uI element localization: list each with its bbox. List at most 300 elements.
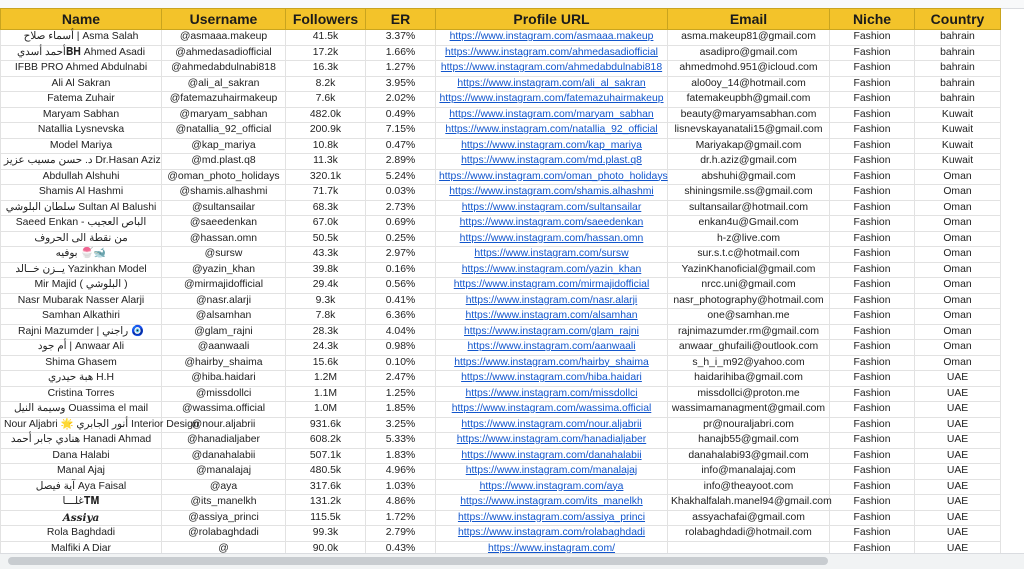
cell-username[interactable]: @hassan.omn <box>162 231 286 247</box>
cell-followers[interactable]: 99.3k <box>286 526 366 542</box>
cell-email[interactable]: missdollci@proton.me <box>668 386 830 402</box>
cell-er[interactable]: 0.49% <box>366 107 436 123</box>
cell-er[interactable]: 0.16% <box>366 262 436 278</box>
cell-followers[interactable]: 7.8k <box>286 309 366 325</box>
cell-er[interactable]: 1.85% <box>366 402 436 418</box>
cell-er[interactable]: 2.47% <box>366 371 436 387</box>
cell-email[interactable]: nasr_photography@hotmail.com <box>668 293 830 309</box>
cell-er[interactable]: 0.69% <box>366 216 436 232</box>
cell-name[interactable]: Nour Aljabri 🌟 أنور الجابري Interior Design <box>1 417 162 433</box>
cell-niche[interactable]: Fashion <box>830 231 915 247</box>
table-row <box>1 309 1001 325</box>
cell-er[interactable]: 5.24% <box>366 169 436 185</box>
cell-er[interactable]: 0.47% <box>366 138 436 154</box>
cell-er[interactable]: 6.36% <box>366 309 436 325</box>
cell-followers[interactable]: 320.1k <box>286 169 366 185</box>
table-row <box>1 231 1001 247</box>
cell-niche[interactable]: Fashion <box>830 200 915 216</box>
cell-followers[interactable]: 1.2M <box>286 371 366 387</box>
cell-profile-url[interactable]: https://www.instagram.com/manalajaj <box>436 464 668 480</box>
cell-country[interactable]: bahrain <box>915 30 1001 46</box>
table-body <box>1 30 1001 557</box>
cell-niche[interactable]: Fashion <box>830 309 915 325</box>
table-row <box>1 200 1001 216</box>
cell-country[interactable]: UAE <box>915 479 1001 495</box>
cell-username[interactable]: @nour.aljabrii <box>162 417 286 433</box>
cell-followers[interactable]: 11.3k <box>286 154 366 170</box>
cell-name[interactable]: سلطان البلوشي Sultan Al Balushi <box>1 200 162 216</box>
cell-profile-url[interactable]: https://www.instagram.com/missdollci <box>436 386 668 402</box>
cell-niche[interactable]: Fashion <box>830 433 915 449</box>
cell-niche[interactable]: Fashion <box>830 324 915 340</box>
cell-name[interactable]: Abdullah Alshuhi <box>1 169 162 185</box>
header-country[interactable]: Country <box>915 9 1001 30</box>
cell-niche[interactable]: Fashion <box>830 402 915 418</box>
cell-er[interactable]: 1.25% <box>366 386 436 402</box>
cell-country[interactable]: Oman <box>915 355 1001 371</box>
horizontal-scrollbar[interactable] <box>0 553 1024 569</box>
cell-country[interactable]: Kuwait <box>915 123 1001 139</box>
cell-niche[interactable]: Fashion <box>830 340 915 356</box>
cell-username[interactable]: @aanwaali <box>162 340 286 356</box>
cell-username[interactable]: @hanadialjaber <box>162 433 286 449</box>
cell-username[interactable]: @shamis.alhashmi <box>162 185 286 201</box>
cell-er[interactable]: 3.95% <box>366 76 436 92</box>
cell-followers[interactable]: 1.0M <box>286 402 366 418</box>
cell-country[interactable]: UAE <box>915 371 1001 387</box>
cell-er[interactable]: 3.37% <box>366 30 436 46</box>
cell-profile-url[interactable]: https://www.instagram.com/md.plast.q8 <box>436 154 668 170</box>
cell-followers[interactable]: 68.3k <box>286 200 366 216</box>
cell-profile-url[interactable]: https://www.instagram.com/maryam_sabhan <box>436 107 668 123</box>
cell-profile-url[interactable]: https://www.instagram.com/shamis.alhashmi <box>436 185 668 201</box>
cell-name[interactable]: Natallia Lysnevska <box>1 123 162 139</box>
cell-username[interactable]: @nasr.alarji <box>162 293 286 309</box>
cell-username[interactable]: @ <box>162 541 286 557</box>
table-row <box>1 371 1001 387</box>
cell-profile-url[interactable]: https://www.instagram.com/saeedenkan <box>436 216 668 232</box>
cell-followers[interactable]: 608.2k <box>286 433 366 449</box>
cell-username[interactable]: @oman_photo_holidays <box>162 169 286 185</box>
cell-email[interactable]: nrcc.uni@gmail.com <box>668 278 830 294</box>
cell-er[interactable]: 0.41% <box>366 293 436 309</box>
cell-followers[interactable]: 24.3k <box>286 340 366 356</box>
cell-er[interactable]: 2.73% <box>366 200 436 216</box>
cell-country[interactable]: Kuwait <box>915 107 1001 123</box>
cell-profile-url[interactable]: https://www.instagram.com/hiba.haidari <box>436 371 668 387</box>
cell-country[interactable]: UAE <box>915 495 1001 511</box>
cell-niche[interactable]: Fashion <box>830 138 915 154</box>
cell-followers[interactable]: 16.3k <box>286 61 366 77</box>
cell-niche[interactable]: Fashion <box>830 185 915 201</box>
cell-name[interactable]: يــزن خــالد Yazinkhan Model <box>1 262 162 278</box>
cell-username[interactable]: @saeedenkan <box>162 216 286 232</box>
cell-username[interactable]: @danahalabii <box>162 448 286 464</box>
cell-profile-url[interactable]: https://www.instagram.com/alsamhan <box>436 309 668 325</box>
cell-name[interactable]: Mir Majid ( البلوشي ) <box>1 278 162 294</box>
cell-username[interactable]: @manalajaj <box>162 464 286 480</box>
table-row <box>1 293 1001 309</box>
cell-er[interactable]: 0.98% <box>366 340 436 356</box>
cell-followers[interactable]: 39.8k <box>286 262 366 278</box>
cell-name[interactable]: Model Mariya <box>1 138 162 154</box>
cell-profile-url[interactable]: https://www.instagram.com/wassima.official <box>436 402 668 418</box>
cell-email[interactable]: danahalabi93@gmail.com <box>668 448 830 464</box>
cell-niche[interactable]: Fashion <box>830 169 915 185</box>
cell-name[interactable]: د. حسن مسيب عزيز Dr.Hasan Aziz <box>1 154 162 170</box>
cell-username[interactable]: @sursw <box>162 247 286 263</box>
cell-country[interactable]: UAE <box>915 510 1001 526</box>
cell-profile-url[interactable]: https://www.instagram.com/mirmajidofficial <box>436 278 668 294</box>
cell-country[interactable]: bahrain <box>915 92 1001 108</box>
cell-er[interactable]: 0.56% <box>366 278 436 294</box>
cell-username[interactable]: @sultansailar <box>162 200 286 216</box>
cell-followers[interactable]: 480.5k <box>286 464 366 480</box>
cell-name[interactable]: Dana Halabi <box>1 448 162 464</box>
cell-niche[interactable]: Fashion <box>830 107 915 123</box>
cell-niche[interactable]: Fashion <box>830 448 915 464</box>
cell-profile-url[interactable]: https://www.instagram.com/aanwaali <box>436 340 668 356</box>
cell-followers[interactable]: 507.1k <box>286 448 366 464</box>
cell-name[interactable]: Samhan Alkathiri <box>1 309 162 325</box>
cell-email[interactable]: pr@nouraljabri.com <box>668 417 830 433</box>
cell-er[interactable]: 7.15% <box>366 123 436 139</box>
header-niche[interactable]: Niche <box>830 9 915 30</box>
table-row <box>1 402 1001 418</box>
cell-country[interactable]: bahrain <box>915 61 1001 77</box>
cell-email[interactable]: ahmedmohd.951@icloud.com <box>668 61 830 77</box>
cell-username[interactable]: @alsamhan <box>162 309 286 325</box>
cell-name[interactable]: Nasr Mubarak Nasser Alarji <box>1 293 162 309</box>
cell-niche[interactable]: Fashion <box>830 76 915 92</box>
cell-username[interactable]: @rolabaghdadi <box>162 526 286 542</box>
cell-followers[interactable]: 115.5k <box>286 510 366 526</box>
cell-email[interactable]: hanajb55@gmail.com <box>668 433 830 449</box>
table-row <box>1 123 1001 139</box>
cell-name[interactable]: أسماء صلاح | Asma Salah <box>1 30 162 46</box>
cell-profile-url[interactable]: https://www.instagram.com/ahmedabdulnabi818 <box>436 61 668 77</box>
cell-email[interactable]: Mariyakap@gmail.com <box>668 138 830 154</box>
cell-username[interactable]: @asmaaa.makeup <box>162 30 286 46</box>
cell-country[interactable]: Oman <box>915 216 1001 232</box>
cell-er[interactable]: 5.33% <box>366 433 436 449</box>
cell-name[interactable]: أم جود | Anwaar Ali <box>1 340 162 356</box>
cell-followers[interactable]: 67.0k <box>286 216 366 232</box>
cell-country[interactable]: Oman <box>915 231 1001 247</box>
cell-username[interactable]: @md.plast.q8 <box>162 154 286 170</box>
cell-er[interactable]: 1.72% <box>366 510 436 526</box>
cell-profile-url[interactable]: https://www.instagram.com/ali_al_sakran <box>436 76 668 92</box>
cell-username[interactable]: @wassima.official <box>162 402 286 418</box>
cell-followers[interactable]: 29.4k <box>286 278 366 294</box>
cell-followers[interactable]: 15.6k <box>286 355 366 371</box>
table-row <box>1 45 1001 61</box>
grid-viewport[interactable] <box>0 8 1024 553</box>
cell-er[interactable]: 2.79% <box>366 526 436 542</box>
cell-niche[interactable]: Fashion <box>830 386 915 402</box>
cell-email[interactable]: shiningsmile.ss@gmail.com <box>668 185 830 201</box>
cell-er[interactable]: 1.83% <box>366 448 436 464</box>
cell-er[interactable]: 0.25% <box>366 231 436 247</box>
header-followers[interactable]: Followers <box>286 9 366 30</box>
cell-email[interactable]: haidarihiba@gmail.com <box>668 371 830 387</box>
cell-email[interactable]: rajnimazumder.rm@gmail.com <box>668 324 830 340</box>
cell-email[interactable]: wassimamanagment@gmail.com <box>668 402 830 418</box>
cell-followers[interactable]: 9.3k <box>286 293 366 309</box>
cell-username[interactable]: @ahmedasadiofficial <box>162 45 286 61</box>
cell-name[interactable]: Assiya <box>1 510 162 526</box>
cell-country[interactable]: Oman <box>915 324 1001 340</box>
cell-profile-url[interactable]: https://www.instagram.com/nour.aljabrii <box>436 417 668 433</box>
cell-name[interactable]: Shima Ghasem <box>1 355 162 371</box>
cell-name[interactable]: Ali Al Sakran <box>1 76 162 92</box>
cell-er[interactable]: 4.96% <box>366 464 436 480</box>
cell-email[interactable]: h-z@live.com <box>668 231 830 247</box>
cell-name[interactable]: وسيمة النيل Ouassima el mail <box>1 402 162 418</box>
cell-username[interactable]: @natallia_92_official <box>162 123 286 139</box>
cell-followers[interactable]: 71.7k <box>286 185 366 201</box>
cell-profile-url[interactable]: https://www.instagram.com/aya <box>436 479 668 495</box>
cell-email[interactable]: YazinKhanoficial@gmail.com <box>668 262 830 278</box>
cell-country[interactable]: Oman <box>915 309 1001 325</box>
cell-er[interactable]: 2.97% <box>366 247 436 263</box>
cell-email[interactable]: sultansailar@hotmail.com <box>668 200 830 216</box>
cell-name[interactable]: آية فيصل Aya Faisal <box>1 479 162 495</box>
cell-er[interactable]: 2.02% <box>366 92 436 108</box>
cell-username[interactable]: @hiba.haidari <box>162 371 286 387</box>
cell-username[interactable]: @mirmajidofficial <box>162 278 286 294</box>
cell-country[interactable]: Kuwait <box>915 138 1001 154</box>
header-row <box>1 9 1001 30</box>
cell-name[interactable]: من نقطة الى الحروف <box>1 231 162 247</box>
cell-name[interactable]: Rajni Mazumder | راجني 🧿 <box>1 324 162 340</box>
cell-profile-url[interactable]: https://www.instagram.com/sursw <box>436 247 668 263</box>
cell-niche[interactable]: Fashion <box>830 510 915 526</box>
cell-username[interactable]: @ahmedabdulnabi818 <box>162 61 286 77</box>
cell-country[interactable]: Oman <box>915 340 1001 356</box>
cell-email[interactable]: sur.s.t.c@hotmail.com <box>668 247 830 263</box>
cell-name[interactable]: Rola Baghdadi <box>1 526 162 542</box>
cell-niche[interactable]: Fashion <box>830 355 915 371</box>
cell-email[interactable]: one@samhan.me <box>668 309 830 325</box>
cell-followers[interactable]: 482.0k <box>286 107 366 123</box>
cell-er[interactable]: 1.27% <box>366 61 436 77</box>
cell-profile-url[interactable]: https://www.instagram.com/ahmedasadiofficial <box>436 45 668 61</box>
cell-email[interactable]: assyachafai@gmail.com <box>668 510 830 526</box>
cell-er[interactable]: 0.03% <box>366 185 436 201</box>
cell-niche[interactable]: Fashion <box>830 61 915 77</box>
cell-email[interactable]: rolabaghdadi@hotmail.com <box>668 526 830 542</box>
cell-country[interactable]: Oman <box>915 200 1001 216</box>
scrollbar-thumb[interactable] <box>8 557 828 565</box>
cell-username[interactable]: @hairby_shaima <box>162 355 286 371</box>
cell-niche[interactable]: Fashion <box>830 417 915 433</box>
cell-country[interactable]: UAE <box>915 402 1001 418</box>
cell-email[interactable]: Khakhalfalah.manel94@gmail.com <box>668 495 830 511</box>
cell-niche[interactable]: Fashion <box>830 278 915 294</box>
cell-email[interactable]: lisnevskayanatali15@gmail.com <box>668 123 830 139</box>
cell-country[interactable]: bahrain <box>915 76 1001 92</box>
cell-name[interactable]: Shamis Al Hashmi <box>1 185 162 201</box>
cell-country[interactable]: bahrain <box>915 45 1001 61</box>
cell-followers[interactable]: 8.2k <box>286 76 366 92</box>
cell-email[interactable]: enkan4u@Gmail.com <box>668 216 830 232</box>
cell-name[interactable]: IFBB PRO Ahmed Abdulnabi <box>1 61 162 77</box>
cell-er[interactable]: 0.43% <box>366 541 436 557</box>
header-email[interactable]: Email <box>668 9 830 30</box>
cell-email[interactable]: info@manalajaj.com <box>668 464 830 480</box>
cell-name[interactable]: أحمد أسدي𝐁𝐇 Ahmed Asadi <box>1 45 162 61</box>
cell-niche[interactable]: Fashion <box>830 45 915 61</box>
cell-niche[interactable]: Fashion <box>830 479 915 495</box>
table-row <box>1 107 1001 123</box>
cell-country[interactable]: UAE <box>915 433 1001 449</box>
cell-country[interactable]: UAE <box>915 526 1001 542</box>
cell-profile-url[interactable]: https://www.instagram.com/yazin_khan <box>436 262 668 278</box>
cell-niche[interactable]: Fashion <box>830 262 915 278</box>
cell-niche[interactable]: Fashion <box>830 154 915 170</box>
cell-name[interactable]: Malfiki A Diar <box>1 541 162 557</box>
cell-er[interactable]: 4.04% <box>366 324 436 340</box>
cell-profile-url[interactable]: https://www.instagram.com/kap_mariya <box>436 138 668 154</box>
cell-profile-url[interactable]: https://www.instagram.com/hanadialjaber <box>436 433 668 449</box>
cell-niche[interactable]: Fashion <box>830 526 915 542</box>
cell-followers[interactable]: 7.6k <box>286 92 366 108</box>
cell-followers[interactable]: 931.6k <box>286 417 366 433</box>
cell-followers[interactable]: 17.2k <box>286 45 366 61</box>
cell-profile-url[interactable]: https://www.instagram.com/natallia_92_official <box>436 123 668 139</box>
cell-username[interactable]: @yazin_khan <box>162 262 286 278</box>
cell-country[interactable]: Oman <box>915 169 1001 185</box>
cell-er[interactable]: 0.10% <box>366 355 436 371</box>
cell-followers[interactable]: 43.3k <box>286 247 366 263</box>
cell-niche[interactable]: Fashion <box>830 123 915 139</box>
cell-profile-url[interactable]: https://www.instagram.com/rolabaghdadi <box>436 526 668 542</box>
cell-name[interactable]: هبة حيدري H.H <box>1 371 162 387</box>
cell-username[interactable]: @ali_al_sakran <box>162 76 286 92</box>
cell-name[interactable]: Maryam Sabhan <box>1 107 162 123</box>
cell-profile-url[interactable]: https://www.instagram.com/oman_photo_holidays <box>436 169 668 185</box>
cell-profile-url[interactable]: https://www.instagram.com/its_manelkh <box>436 495 668 511</box>
cell-profile-url[interactable]: https://www.instagram.com/hassan.omn <box>436 231 668 247</box>
cell-email[interactable]: s_h_i_m92@yahoo.com <box>668 355 830 371</box>
header-er[interactable]: ER <box>366 9 436 30</box>
cell-profile-url[interactable]: https://www.instagram.com/asmaaa.makeup <box>436 30 668 46</box>
cell-er[interactable]: 2.89% <box>366 154 436 170</box>
cell-username[interactable]: @its_manelkh <box>162 495 286 511</box>
cell-niche[interactable]: Fashion <box>830 247 915 263</box>
cell-followers[interactable]: 50.5k <box>286 231 366 247</box>
cell-name[interactable]: Saeed Enkan - الباص العجيب <box>1 216 162 232</box>
cell-followers[interactable]: 28.3k <box>286 324 366 340</box>
header-username[interactable]: Username <box>162 9 286 30</box>
cell-niche[interactable]: Fashion <box>830 541 915 557</box>
cell-niche[interactable]: Fashion <box>830 371 915 387</box>
cell-profile-url[interactable]: https://www.instagram.com/assiya_princi <box>436 510 668 526</box>
cell-profile-url[interactable]: https://www.instagram.com/nasr.alarji <box>436 293 668 309</box>
cell-country[interactable]: UAE <box>915 386 1001 402</box>
cell-country[interactable]: Oman <box>915 247 1001 263</box>
cell-er[interactable]: 4.86% <box>366 495 436 511</box>
table-row <box>1 216 1001 232</box>
cell-followers[interactable]: 90.0k <box>286 541 366 557</box>
table-row <box>1 355 1001 371</box>
cell-niche[interactable]: Fashion <box>830 92 915 108</box>
cell-country[interactable]: Oman <box>915 293 1001 309</box>
table-row <box>1 154 1001 170</box>
cell-email[interactable]: beauty@maryamsabhan.com <box>668 107 830 123</box>
cell-country[interactable]: Oman <box>915 185 1001 201</box>
cell-profile-url[interactable]: https://www.instagram.com/glam_rajni <box>436 324 668 340</box>
cell-email[interactable]: alo0oy_14@hotmail.com <box>668 76 830 92</box>
cell-username[interactable]: @missdollci <box>162 386 286 402</box>
cell-niche[interactable]: Fashion <box>830 293 915 309</box>
cell-email[interactable]: fatemakeupbh@gmail.com <box>668 92 830 108</box>
cell-profile-url[interactable]: https://www.instagram.com/sultansailar <box>436 200 668 216</box>
table-row <box>1 324 1001 340</box>
cell-name[interactable]: غلـــا𝐓𝐌 <box>1 495 162 511</box>
cell-followers[interactable]: 200.9k <box>286 123 366 139</box>
cell-email[interactable]: info@theayoot.com <box>668 479 830 495</box>
cell-profile-url[interactable]: https://www.instagram.com/fatemazuhairmakeup <box>436 92 668 108</box>
cell-name[interactable]: هنادي جابر أحمد Hanadi Ahmad <box>1 433 162 449</box>
cell-name[interactable]: بوفيه 🍧🐋 <box>1 247 162 263</box>
cell-country[interactable]: Oman <box>915 262 1001 278</box>
cell-niche[interactable]: Fashion <box>830 216 915 232</box>
cell-email[interactable]: asma.makeup81@gmail.com <box>668 30 830 46</box>
cell-name[interactable]: Fatema Zuhair <box>1 92 162 108</box>
cell-niche[interactable]: Fashion <box>830 464 915 480</box>
cell-username[interactable]: @kap_mariya <box>162 138 286 154</box>
cell-country[interactable]: UAE <box>915 464 1001 480</box>
cell-niche[interactable]: Fashion <box>830 30 915 46</box>
cell-followers[interactable]: 10.8k <box>286 138 366 154</box>
cell-followers[interactable]: 1.1M <box>286 386 366 402</box>
cell-followers[interactable]: 317.6k <box>286 479 366 495</box>
header-name[interactable]: Name <box>1 9 162 30</box>
cell-profile-url[interactable]: https://www.instagram.com/danahalabii <box>436 448 668 464</box>
cell-profile-url[interactable]: https://www.instagram.com/ <box>436 541 668 557</box>
cell-email[interactable]: asadipro@gmail.com <box>668 45 830 61</box>
cell-username[interactable]: @assiya_princi <box>162 510 286 526</box>
cell-name[interactable]: Cristina Torres <box>1 386 162 402</box>
cell-username[interactable]: @fatemazuhairmakeup <box>162 92 286 108</box>
cell-country[interactable]: UAE <box>915 448 1001 464</box>
cell-country[interactable]: UAE <box>915 417 1001 433</box>
cell-email[interactable]: anwaar_ghufaili@outlook.com <box>668 340 830 356</box>
cell-email[interactable]: dr.h.aziz@gmail.com <box>668 154 830 170</box>
cell-country[interactable]: Oman <box>915 278 1001 294</box>
cell-er[interactable]: 1.66% <box>366 45 436 61</box>
cell-followers[interactable]: 131.2k <box>286 495 366 511</box>
cell-followers[interactable]: 41.5k <box>286 30 366 46</box>
table-row <box>1 510 1001 526</box>
cell-username[interactable]: @aya <box>162 479 286 495</box>
cell-username[interactable]: @maryam_sabhan <box>162 107 286 123</box>
table-row <box>1 169 1001 185</box>
cell-er[interactable]: 3.25% <box>366 417 436 433</box>
cell-er[interactable]: 1.03% <box>366 479 436 495</box>
table-row <box>1 340 1001 356</box>
cell-name[interactable]: Manal Ajaj <box>1 464 162 480</box>
cell-email[interactable]: abshuhi@gmail.com <box>668 169 830 185</box>
header-profile-url[interactable]: Profile URL <box>436 9 668 30</box>
cell-country[interactable]: Kuwait <box>915 154 1001 170</box>
cell-niche[interactable]: Fashion <box>830 495 915 511</box>
cell-country[interactable]: UAE <box>915 541 1001 557</box>
cell-profile-url[interactable]: https://www.instagram.com/hairby_shaima <box>436 355 668 371</box>
cell-username[interactable]: @glam_rajni <box>162 324 286 340</box>
